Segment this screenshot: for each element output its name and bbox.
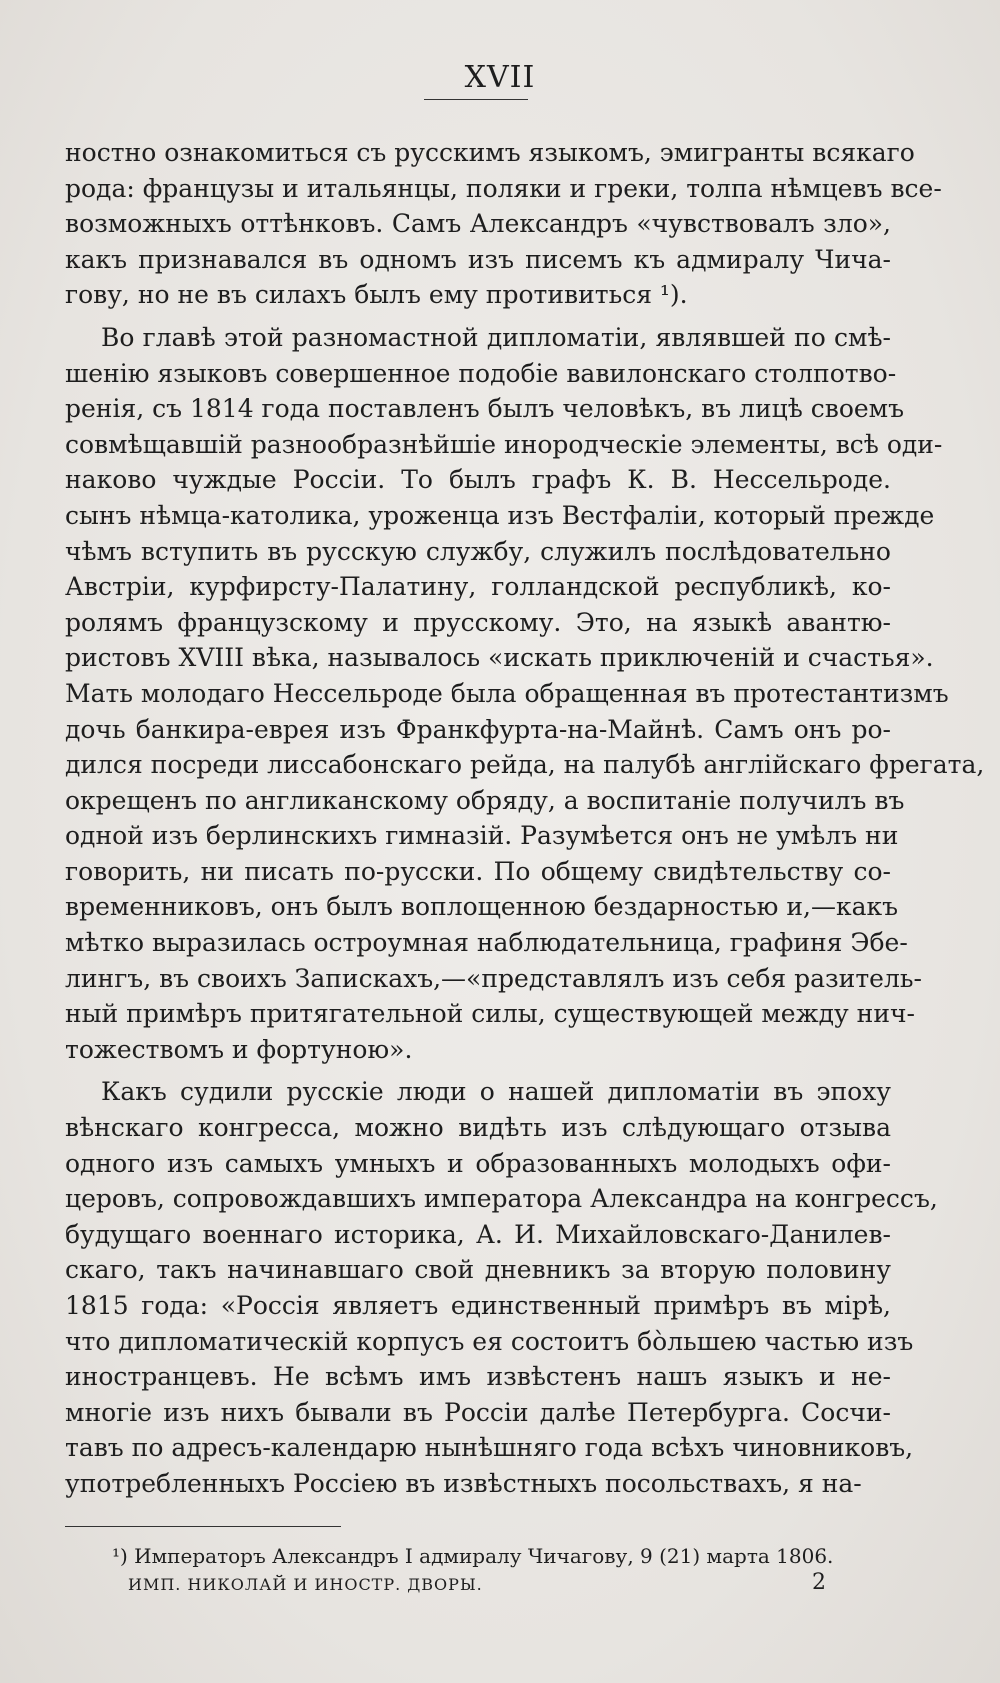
text-line: дился посреди лиссабонскаго рейда, на палубѣ англійскаго фрегата,: [65, 750, 985, 780]
text-line: многіе изъ нихъ бывали въ Россіи далѣе Петербурга. Сосчи-: [65, 1397, 891, 1427]
text-line: временниковъ, онъ былъ воплощенною бездарностью и,—какъ: [65, 892, 899, 922]
paragraph: [65, 1074, 938, 1501]
text-line: ностно ознакомиться съ русскимъ языкомъ, эмигранты всякаго: [65, 138, 915, 167]
header-rule: [424, 99, 528, 100]
text-line: рода: французы и итальянцы, поляки и греки, толпа нѣмцевъ все-: [65, 173, 942, 203]
text-line: Австріи, курфирсту-Палатину, голландской республикѣ, ко-: [65, 572, 891, 602]
paragraph: [65, 135, 942, 313]
text-line: окрещенъ по англиканскому обряду, а воспитаніе получилъ въ: [65, 785, 905, 815]
text-line: лингъ, въ своихъ Запискахъ,—«представлялъ изъ себя разитель-: [65, 963, 922, 993]
text-line: будущаго военнаго историка, А. И. Михайловскаго-Данилев-: [65, 1219, 891, 1249]
text-line: церовъ, сопровождавшихъ императора Александра на конгрессъ,: [65, 1184, 938, 1214]
text-line: тожествомъ и фортуною».: [65, 1034, 413, 1064]
text-line: возможныхъ оттѣнковъ. Самъ Александръ «чувствовалъ зло»,: [65, 209, 891, 239]
text-line: вѣнскаго конгресса, можно видѣть изъ слѣдующаго отзыва: [65, 1113, 891, 1143]
text-line: ный примѣръ притягательной силы, существующей между нич-: [65, 999, 915, 1029]
text-line: скаго, такъ начинавшаго свой дневникъ за вторую половину: [65, 1255, 891, 1285]
text-line: наково чуждые Россіи. То былъ графъ К. В. Нессельроде.: [65, 465, 891, 495]
paragraph: [65, 320, 985, 1067]
footnote-rule: [65, 1526, 341, 1527]
text-line: дочь банкира-еврея изъ Франкфурта-на-Майнѣ. Самъ онъ ро-: [65, 714, 891, 744]
text-line: одной изъ берлинскихъ гимназій. Разумѣется онъ не умѣлъ ни: [65, 821, 899, 851]
text-line: одного изъ самыхъ умныхъ и образованныхъ молодыхъ офи-: [65, 1148, 891, 1178]
text-line: Во главѣ этой разномастной дипломатіи, являвшей по смѣ-: [101, 322, 891, 352]
text-line: употребленныхъ Россіею въ извѣстныхъ посольствахъ, я на-: [65, 1468, 862, 1498]
text-line: Какъ судили русскіе люди о нашей дипломатіи въ эпоху: [101, 1077, 891, 1107]
text-line: шенію языковъ совершенное подобіе вавилонскаго столпотво-: [65, 358, 897, 388]
signature-line: ИМП. НИКОЛАЙ И ИНОСТР. ДВОРЫ.: [128, 1575, 483, 1594]
text-line: иностранцевъ. Не всѣмъ имъ извѣстенъ нашъ языкъ и не-: [65, 1362, 891, 1392]
text-line: сынъ нѣмца-католика, уроженца изъ Вестфаліи, который прежде: [65, 500, 935, 530]
text-line: чѣмъ вступить въ русскую службу, служилъ послѣдовательно: [65, 536, 891, 566]
text-line: гову, но не въ силахъ былъ ему противиться ¹).: [65, 280, 688, 310]
text-line: ролямъ французскому и прусскому. Это, на языкѣ авантю-: [65, 607, 891, 637]
text-line: тавъ по адресъ-календарю нынѣшняго года всѣхъ чиновниковъ,: [65, 1433, 914, 1463]
text-line: совмѣщавшій разнообразнѣйшіе инородческіе элементы, всѣ оди-: [65, 429, 943, 459]
text-line: говорить, ни писать по-русски. По общему свидѣтельству со-: [65, 856, 891, 886]
text-line: ристовъ XVIII вѣка, называлось «искать приключеній и счастья».: [65, 643, 934, 673]
body-text: [65, 135, 985, 1502]
footnote: ¹) Императоръ Александръ I адмиралу Чичагову, 9 (21) марта 1806.: [112, 1544, 834, 1568]
text-line: 1815 года: «Россія являетъ единственный примѣръ въ мірѣ,: [65, 1291, 891, 1320]
text-line: мѣтко выразилась остроумная наблюдательница, графиня Эбе-: [65, 928, 908, 958]
text-line: ренія, съ 1814 года поставленъ былъ человѣкъ, въ лицѣ своемъ: [65, 394, 905, 424]
page-header-roman-numeral: XVII: [464, 60, 536, 95]
text-line: Мать молодаго Нессельроде была обращенная въ протестантизмъ: [65, 678, 949, 708]
text-line: что дипломатическій корпусъ ея состоитъ бо̀льшею частью изъ: [65, 1326, 914, 1356]
text-line: какъ признавался въ одномъ изъ писемъ къ адмиралу Чича-: [65, 244, 891, 274]
page-number: 2: [812, 1570, 826, 1595]
